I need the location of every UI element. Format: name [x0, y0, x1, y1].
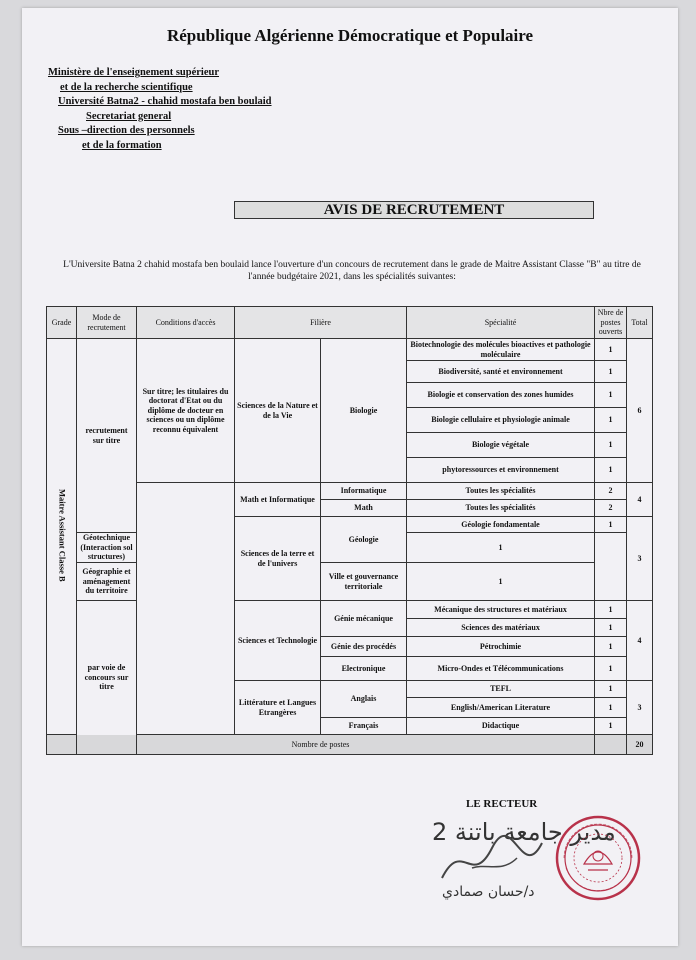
postes-cell: 2 — [595, 483, 627, 500]
subdirection-line-2: et de la formation — [82, 139, 162, 151]
specialite-cell: Toutes les spécialités — [407, 483, 595, 500]
filiere-anglais: Anglais — [321, 681, 407, 718]
specialite-cell: Mécanique des structures et matériaux — [407, 601, 595, 619]
mode-titre-cell: recrutement sur titre — [77, 339, 137, 533]
official-stamp — [554, 814, 642, 902]
postes-cell: 1 — [595, 637, 627, 657]
specialite-cell: Géologie fondamentale — [407, 517, 595, 533]
table-row — [47, 339, 653, 361]
header-specialite: Spécialité — [407, 307, 595, 339]
filiere-genie-mecanique: Génie mécanique — [321, 601, 407, 637]
postes-cell: 1 — [407, 563, 595, 601]
filiere-informatique: Informatique — [321, 483, 407, 500]
header-postes: Nbre de postes ouverts — [595, 307, 627, 339]
postes-cell: 1 — [595, 698, 627, 718]
domain-mi: Math et Informatique — [235, 483, 321, 517]
filiere-math: Math — [321, 500, 407, 517]
header-conditions: Conditions d'accès — [137, 307, 235, 339]
secretariat-line: Secretariat general — [86, 110, 172, 122]
specialite-cell: Géotechnique (Interaction sol structures) — [77, 533, 137, 563]
specialite-cell: Micro-Ondes et Télécommunications — [407, 657, 595, 681]
subdirection-line-1: Sous –direction des personnels — [58, 125, 195, 137]
header-grade: Grade — [47, 307, 77, 339]
total-cell: 3 — [627, 517, 653, 601]
postes-cell: 1 — [595, 619, 627, 637]
footer-empty — [595, 735, 627, 755]
table-row — [47, 483, 653, 500]
domain-lle: Littérature et Langues Etrangères — [235, 681, 321, 735]
table-header-row — [47, 307, 653, 339]
grade-cell — [47, 339, 77, 735]
university-line: Université Batna2 - chahid mostafa ben boulaid — [58, 96, 272, 108]
specialite-cell: Sciences des matériaux — [407, 619, 595, 637]
document-page — [22, 8, 678, 946]
total-cell: 4 — [627, 483, 653, 517]
postes-cell: 1 — [595, 361, 627, 383]
postes-cell: 1 — [595, 657, 627, 681]
postes-cell: 1 — [595, 339, 627, 361]
specialite-cell: Toutes les spécialités — [407, 500, 595, 517]
postes-cell: 1 — [595, 433, 627, 458]
header-total: Total — [627, 307, 653, 339]
total-cell: 6 — [627, 339, 653, 483]
conditions-titre-cell: Sur titre; les titulaires du doctorat d'Etat ou du diplôme de docteur en sciences ou un diplôme reconnu équivalent — [137, 339, 235, 483]
postes-cell: 1 — [595, 601, 627, 619]
specialite-cell: Biodiversité, santé et environnement — [407, 361, 595, 383]
grade-label: Maitre Assistant Classe B — [57, 488, 68, 582]
specialite-cell: phytoressources et environnement — [407, 458, 595, 483]
specialite-cell: Didactique — [407, 718, 595, 735]
footer-label: Nombre de postes — [47, 735, 595, 755]
domain-st: Sciences et Technologie — [235, 601, 321, 681]
conditions-empty-cell — [137, 483, 235, 735]
specialite-cell: Biologie et conservation des zones humides — [407, 383, 595, 408]
specialite-cell: Ville et gouvernance territoriale — [321, 563, 407, 601]
signature-scribble — [432, 828, 552, 898]
postes-cell: 1 — [595, 718, 627, 735]
ministry-line-2: et de la recherche scientifique — [60, 81, 193, 93]
filiere-geologie: Géologie — [321, 517, 407, 563]
header-mode: Mode de recrutement — [77, 307, 137, 339]
intro-paragraph: L'Universite Batna 2 chahid mostafa ben boulaid lance l'ouverture d'un concours de recrutement dans le grade de Maitre Assistant Classe "B" au titre de l'année budgétaire 2021, dans les spécialités suivantes: — [63, 260, 641, 282]
specialite-cell: TEFL — [407, 681, 595, 698]
institution-header — [48, 66, 272, 154]
domain-snv: Sciences de la Nature et de la Vie — [235, 339, 321, 483]
specialite-cell: Biologie végétale — [407, 433, 595, 458]
total-cell: 4 — [627, 601, 653, 681]
filiere-electronique: Electronique — [321, 657, 407, 681]
filiere-geographie: Géographie et aménagement du territoire — [77, 563, 137, 601]
postes-cell: 1 — [595, 383, 627, 408]
republic-title: République Algérienne Démocratique et Populaire — [166, 26, 534, 45]
specialite-cell: Biotechnologie des molécules bioactives et pathologie moléculaire — [407, 339, 595, 361]
postes-cell: 2 — [595, 500, 627, 517]
recteur-title: LE RECTEUR — [466, 798, 538, 810]
table-footer-row — [47, 735, 653, 755]
postes-cell: 1 — [595, 517, 627, 533]
postes-cell: 1 — [595, 458, 627, 483]
arabic-title: مدير جامعة باتنة 2 — [432, 818, 616, 846]
postes-cell: 1 — [595, 408, 627, 433]
header-filiere: Filière — [235, 307, 407, 339]
arabic-name: د/حسان صمادي — [442, 884, 535, 900]
filiere-genie-procedes: Génie des procédés — [321, 637, 407, 657]
total-cell: 3 — [627, 681, 653, 735]
mode-concours-cell: par voie de concours sur titre — [77, 601, 137, 755]
recruitment-table — [46, 306, 653, 755]
specialite-cell: Pétrochimie — [407, 637, 595, 657]
filiere-biologie: Biologie — [321, 339, 407, 483]
ministry-line-1: Ministère de l'enseignement supérieur — [48, 67, 219, 78]
specialite-cell: English/American Literature — [407, 698, 595, 718]
postes-cell: 1 — [595, 681, 627, 698]
footer-total: 20 — [627, 735, 653, 755]
filiere-francais: Français — [321, 718, 407, 735]
domain-stu: Sciences de la terre et de l'univers — [235, 517, 321, 601]
postes-cell: 1 — [407, 533, 595, 563]
specialite-cell: Biologie cellulaire et physiologie animale — [407, 408, 595, 433]
avis-title: AVIS DE RECRUTEMENT — [234, 201, 594, 219]
